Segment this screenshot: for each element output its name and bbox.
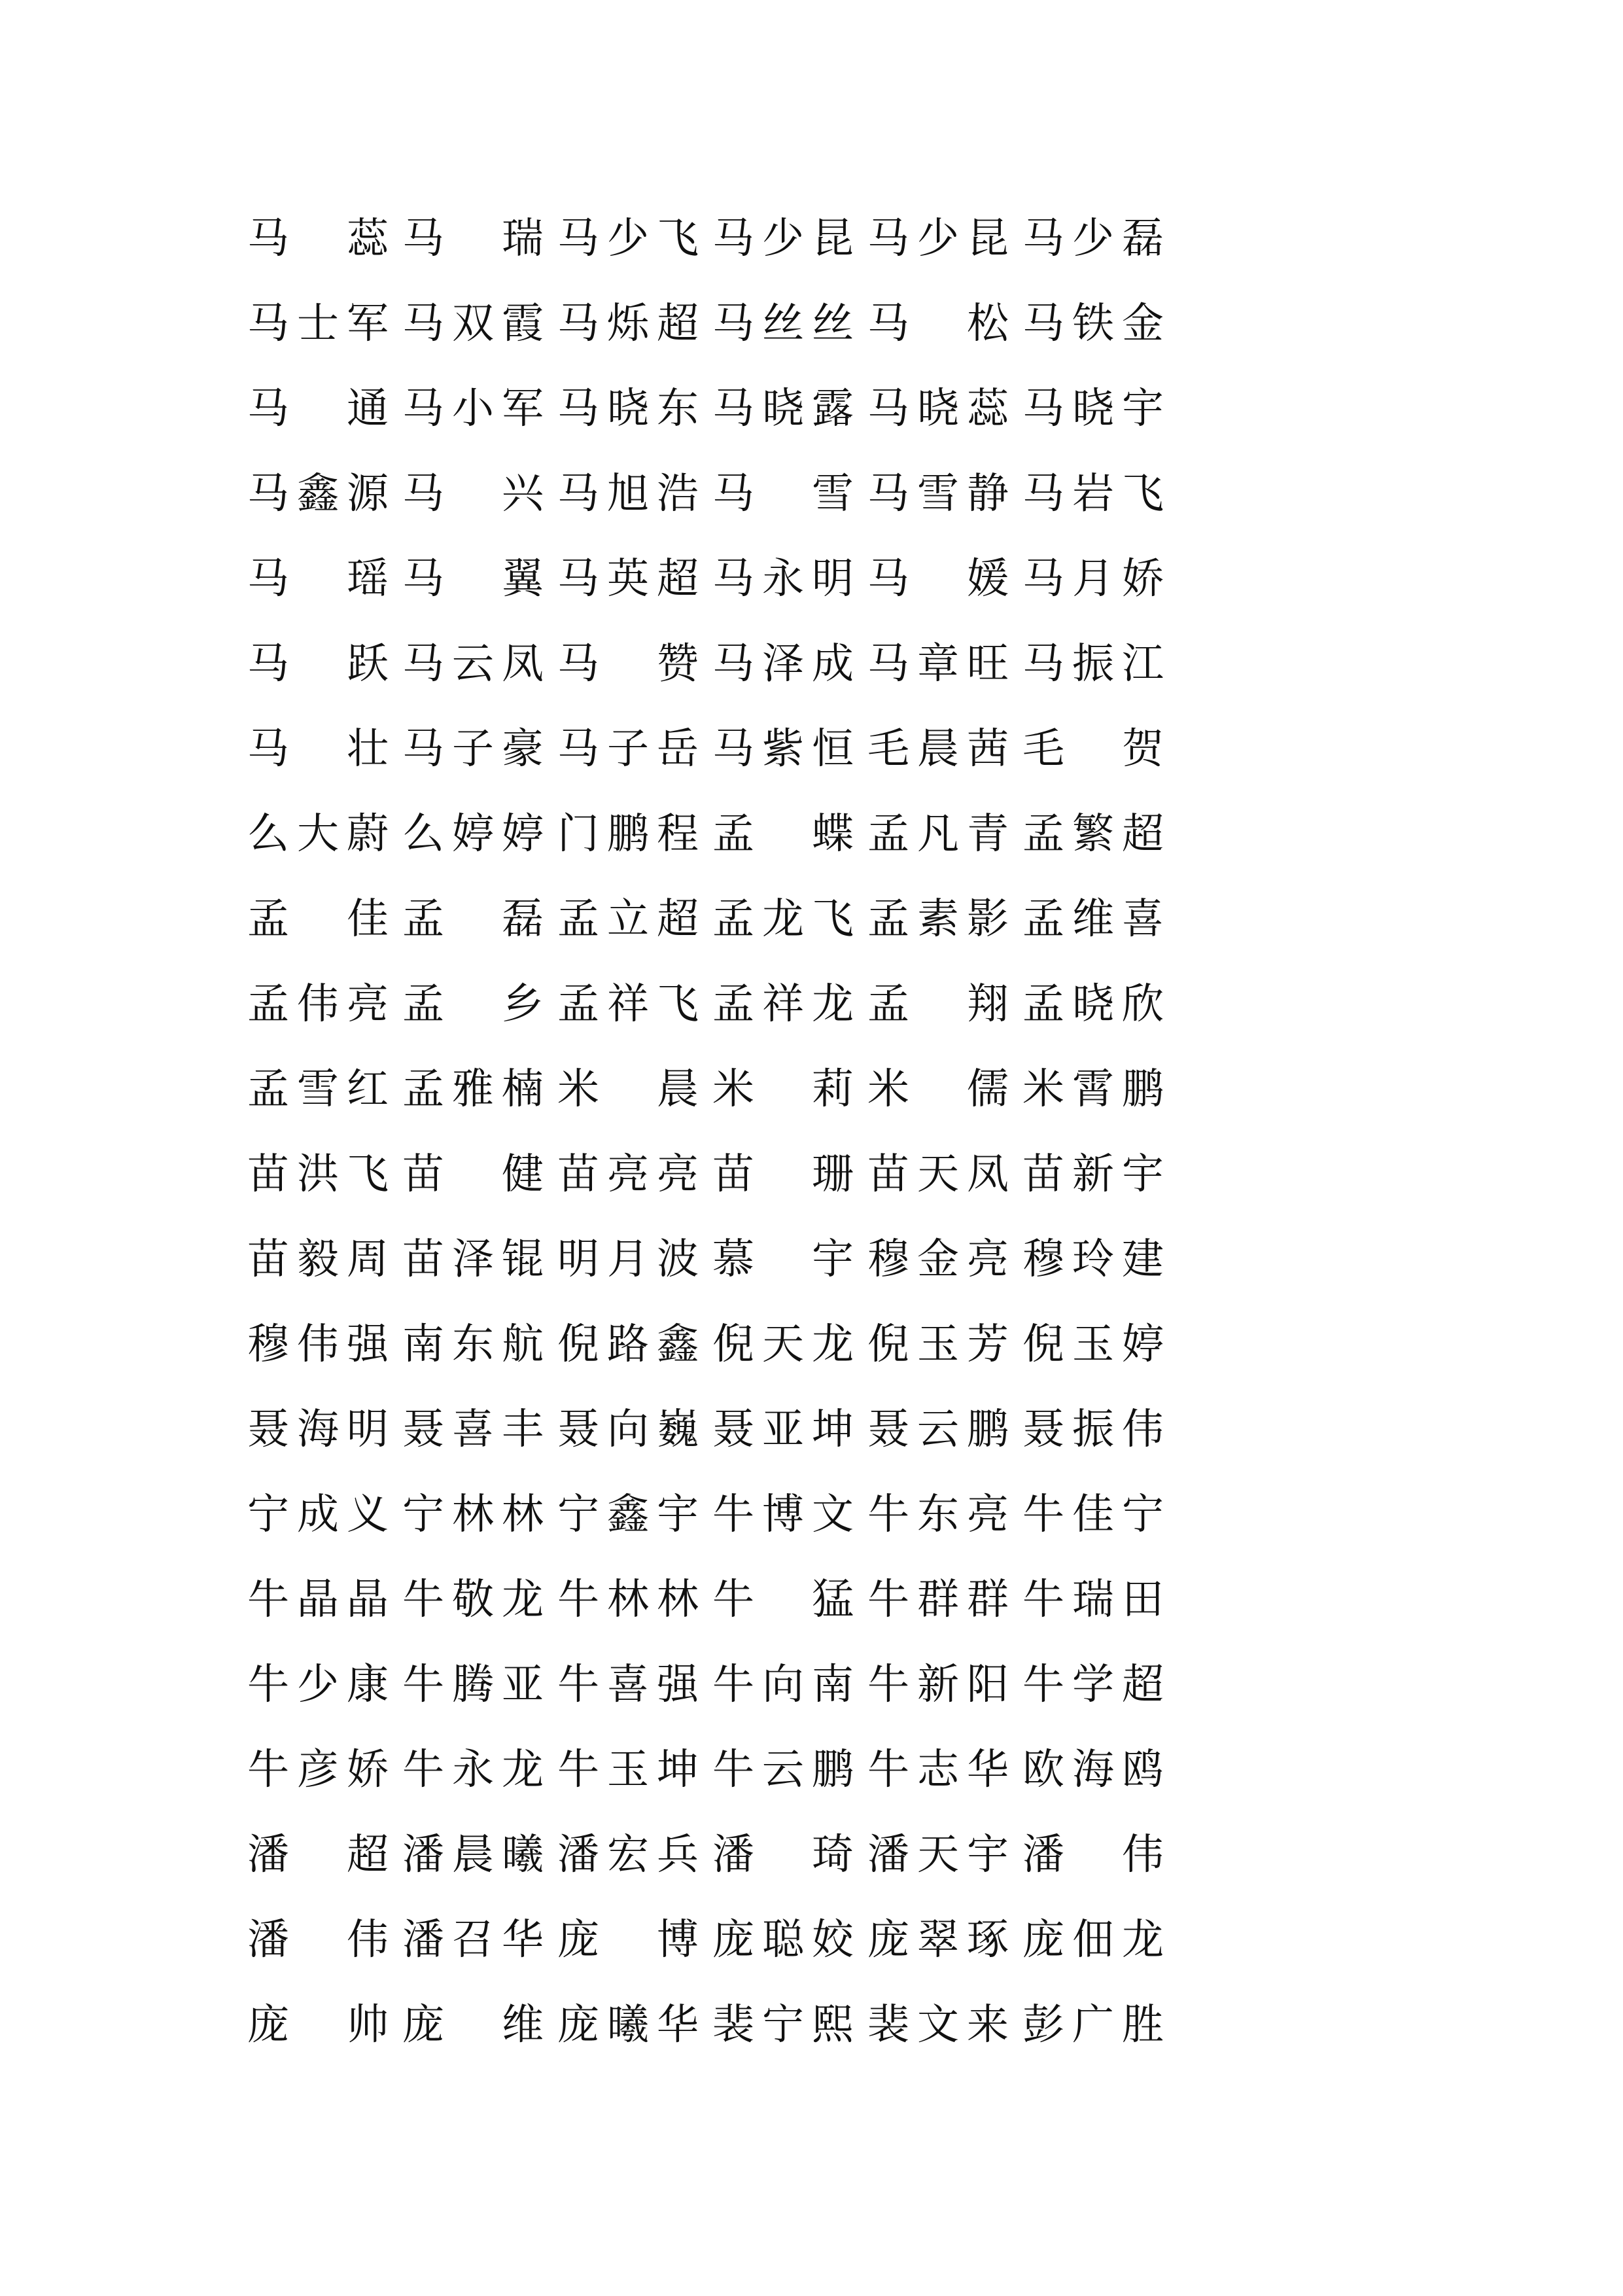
name-cell: 慕 宇	[712, 1235, 854, 1284]
name-cell: 孟 雪 红	[247, 1065, 389, 1114]
name-cell: 牛 晶 晶	[247, 1576, 389, 1624]
name-row	[247, 1642, 1176, 1727]
name-cell: 马 振 江	[1022, 640, 1164, 688]
name-cell: 马 双 霞	[402, 300, 544, 348]
name-cell: 马 子 豪	[402, 725, 544, 773]
name-cell: 马 岩 飞	[1022, 470, 1164, 518]
name-cell: 马 跃	[247, 640, 389, 688]
name-cell: 毛 贺	[1022, 725, 1164, 773]
name-cell: 苗 泽 锟	[402, 1235, 544, 1284]
name-cell: 苗 洪 飞	[247, 1150, 389, 1199]
name-cell: 牛 敬 龙	[402, 1576, 544, 1624]
name-cell: 马 通	[247, 385, 389, 433]
name-cell: 马 子 岳	[557, 725, 699, 773]
name-cell: 马 晓 东	[557, 385, 699, 433]
name-cell: 牛 玉 坤	[557, 1746, 699, 1794]
name-cell: 穆 玲 建	[1022, 1235, 1164, 1284]
name-cell: 裴 宁 熙	[712, 2001, 854, 2049]
name-cell: 马 晓 蕊	[867, 385, 1009, 433]
name-cell: 牛 永 龙	[402, 1746, 544, 1794]
name-cell: 牛 博 文	[712, 1491, 854, 1539]
name-cell: 牛 喜 强	[557, 1661, 699, 1709]
name-cell: 牛 学 超	[1022, 1661, 1164, 1709]
name-row	[247, 1047, 1176, 1132]
name-row	[247, 1983, 1176, 2068]
name-cell: 潘 召 华	[402, 1916, 544, 1964]
name-cell: 马 少 飞	[557, 215, 699, 263]
name-cell: 马 晓 露	[712, 385, 854, 433]
name-row	[247, 1132, 1176, 1217]
name-cell: 聂 海 明	[247, 1405, 389, 1454]
name-cell: 马 云 凤	[402, 640, 544, 688]
name-cell: 孟 龙 飞	[712, 895, 854, 944]
name-cell: 孟 维 喜	[1022, 895, 1164, 944]
name-cell: 孟 磊	[402, 895, 544, 944]
name-cell: 孟 祥 龙	[712, 980, 854, 1029]
name-row	[247, 1727, 1176, 1812]
name-cell: 穆 金 亮	[867, 1235, 1009, 1284]
name-cell: 宁 鑫 宇	[557, 1491, 699, 1539]
name-cell: 孟 繁 超	[1022, 810, 1164, 858]
name-cell: 马 章 旺	[867, 640, 1009, 688]
name-cell: 马 铁 金	[1022, 300, 1164, 348]
name-cell: 马 赞	[557, 640, 699, 688]
name-cell: 马 壮	[247, 725, 389, 773]
name-cell: 马 媛	[867, 555, 1009, 603]
name-cell: 马 士 军	[247, 300, 389, 348]
name-cell: 彭 广 胜	[1022, 2001, 1164, 2049]
name-cell: 苗 毅 周	[247, 1235, 389, 1284]
name-row	[247, 707, 1176, 792]
name-cell: 孟 伟 亮	[247, 980, 389, 1029]
name-cell: 庞 帅	[247, 2001, 389, 2049]
name-cell: 苗 新 宇	[1022, 1150, 1164, 1199]
name-cell: 明 月 波	[557, 1235, 699, 1284]
name-cell: 庞 曦 华	[557, 2001, 699, 2049]
name-row	[247, 1302, 1176, 1387]
name-cell: 聂 振 伟	[1022, 1405, 1164, 1454]
name-cell: 牛 群 群	[867, 1576, 1009, 1624]
name-cell: 倪 玉 婷	[1022, 1320, 1164, 1369]
name-cell: 潘 超	[247, 1831, 389, 1879]
name-cell: 马 少 磊	[1022, 215, 1164, 263]
name-cell: 马 晓 宇	[1022, 385, 1164, 433]
name-cell: 孟 佳	[247, 895, 389, 944]
name-cell: 马 紫 恒	[712, 725, 854, 773]
name-cell: 庞 翠 琢	[867, 1916, 1009, 1964]
name-cell: 孟 素 影	[867, 895, 1009, 944]
name-row	[247, 366, 1176, 451]
name-cell: 南 东 航	[402, 1320, 544, 1369]
name-cell: 毛 晨 茜	[867, 725, 1009, 773]
name-cell: 马 瑞	[402, 215, 544, 263]
name-cell: 孟 雅 楠	[402, 1065, 544, 1114]
name-cell: 孟 祥 飞	[557, 980, 699, 1029]
name-cell: 马 小 军	[402, 385, 544, 433]
name-row	[247, 877, 1176, 962]
name-cell: 马 月 娇	[1022, 555, 1164, 603]
name-cell: 马 雪	[712, 470, 854, 518]
name-cell: 马 松	[867, 300, 1009, 348]
name-row	[247, 537, 1176, 622]
name-cell: 宁 林 林	[402, 1491, 544, 1539]
name-cell: 孟 翔	[867, 980, 1009, 1029]
name-cell: 牛 志 华	[867, 1746, 1009, 1794]
name-cell: 苗 珊	[712, 1150, 854, 1199]
name-grid	[247, 196, 1176, 2068]
name-cell: 聂 向 巍	[557, 1405, 699, 1454]
name-cell: 牛 猛	[712, 1576, 854, 1624]
name-cell: 潘 宏 兵	[557, 1831, 699, 1879]
name-cell: 马 兴	[402, 470, 544, 518]
name-cell: 孟 晓 欣	[1022, 980, 1164, 1029]
name-cell: 米 晨	[557, 1065, 699, 1114]
name-cell: 牛 东 亮	[867, 1491, 1009, 1539]
name-cell: 马 丝 丝	[712, 300, 854, 348]
name-cell: 裴 文 来	[867, 2001, 1009, 2049]
name-row	[247, 1557, 1176, 1642]
name-cell: 倪 天 龙	[712, 1320, 854, 1369]
name-cell: 牛 瑞 田	[1022, 1576, 1164, 1624]
name-cell: 牛 林 林	[557, 1576, 699, 1624]
name-cell: 门 鹏 程	[557, 810, 699, 858]
name-cell: 孟 凡 青	[867, 810, 1009, 858]
name-cell: 马 鑫 源	[247, 470, 389, 518]
name-row	[247, 196, 1176, 281]
name-cell: 聂 云 鹏	[867, 1405, 1009, 1454]
name-row	[247, 1217, 1176, 1302]
name-cell: 牛 新 阳	[867, 1661, 1009, 1709]
name-cell: 潘 伟	[1022, 1831, 1164, 1879]
name-cell: 潘 伟	[247, 1916, 389, 1964]
name-cell: 马 少 昆	[867, 215, 1009, 263]
name-cell: 马 少 昆	[712, 215, 854, 263]
name-row	[247, 281, 1176, 366]
name-cell: 么 大 蔚	[247, 810, 389, 858]
name-row	[247, 1812, 1176, 1898]
name-cell: 苗 健	[402, 1150, 544, 1199]
name-cell: 苗 天 凤	[867, 1150, 1009, 1199]
name-row	[247, 1898, 1176, 1983]
name-cell: 潘 琦	[712, 1831, 854, 1879]
name-cell: 牛 腾 亚	[402, 1661, 544, 1709]
name-cell: 穆 伟 强	[247, 1320, 389, 1369]
name-cell: 牛 少 康	[247, 1661, 389, 1709]
name-cell: 牛 云 鹏	[712, 1746, 854, 1794]
name-cell: 马 蕊	[247, 215, 389, 263]
name-cell: 庞 聪 姣	[712, 1916, 854, 1964]
name-cell: 潘 晨 曦	[402, 1831, 544, 1879]
name-cell: 庞 佃 龙	[1022, 1916, 1164, 1964]
name-cell: 庞 博	[557, 1916, 699, 1964]
name-cell: 欧 海 鸥	[1022, 1746, 1164, 1794]
name-cell: 米 莉	[712, 1065, 854, 1114]
name-cell: 孟 立 超	[557, 895, 699, 944]
name-cell: 潘 天 宇	[867, 1831, 1009, 1879]
name-cell: 马 翼	[402, 555, 544, 603]
name-cell: 马 旭 浩	[557, 470, 699, 518]
name-cell: 马 泽 成	[712, 640, 854, 688]
name-cell: 米 霄 鹏	[1022, 1065, 1164, 1114]
name-cell: 庞 维	[402, 2001, 544, 2049]
name-cell: 么 婷 婷	[402, 810, 544, 858]
name-row	[247, 1472, 1176, 1557]
name-row	[247, 451, 1176, 537]
name-cell: 马 烁 超	[557, 300, 699, 348]
name-cell: 聂 亚 坤	[712, 1405, 854, 1454]
name-cell: 倪 玉 芳	[867, 1320, 1009, 1369]
name-cell: 孟 蝶	[712, 810, 854, 858]
name-row	[247, 1387, 1176, 1472]
name-cell: 马 瑶	[247, 555, 389, 603]
name-cell: 马 雪 静	[867, 470, 1009, 518]
name-cell: 苗 亮 亮	[557, 1150, 699, 1199]
name-cell: 牛 佳 宁	[1022, 1491, 1164, 1539]
name-cell: 牛 彦 娇	[247, 1746, 389, 1794]
name-cell: 宁 成 义	[247, 1491, 389, 1539]
name-cell: 马 英 超	[557, 555, 699, 603]
name-cell: 牛 向 南	[712, 1661, 854, 1709]
name-cell: 马 永 明	[712, 555, 854, 603]
name-row	[247, 792, 1176, 877]
name-cell: 聂 喜 丰	[402, 1405, 544, 1454]
name-cell: 米 儒	[867, 1065, 1009, 1114]
name-row	[247, 622, 1176, 707]
name-cell: 倪 路 鑫	[557, 1320, 699, 1369]
name-cell: 孟 乡	[402, 980, 544, 1029]
name-row	[247, 962, 1176, 1047]
